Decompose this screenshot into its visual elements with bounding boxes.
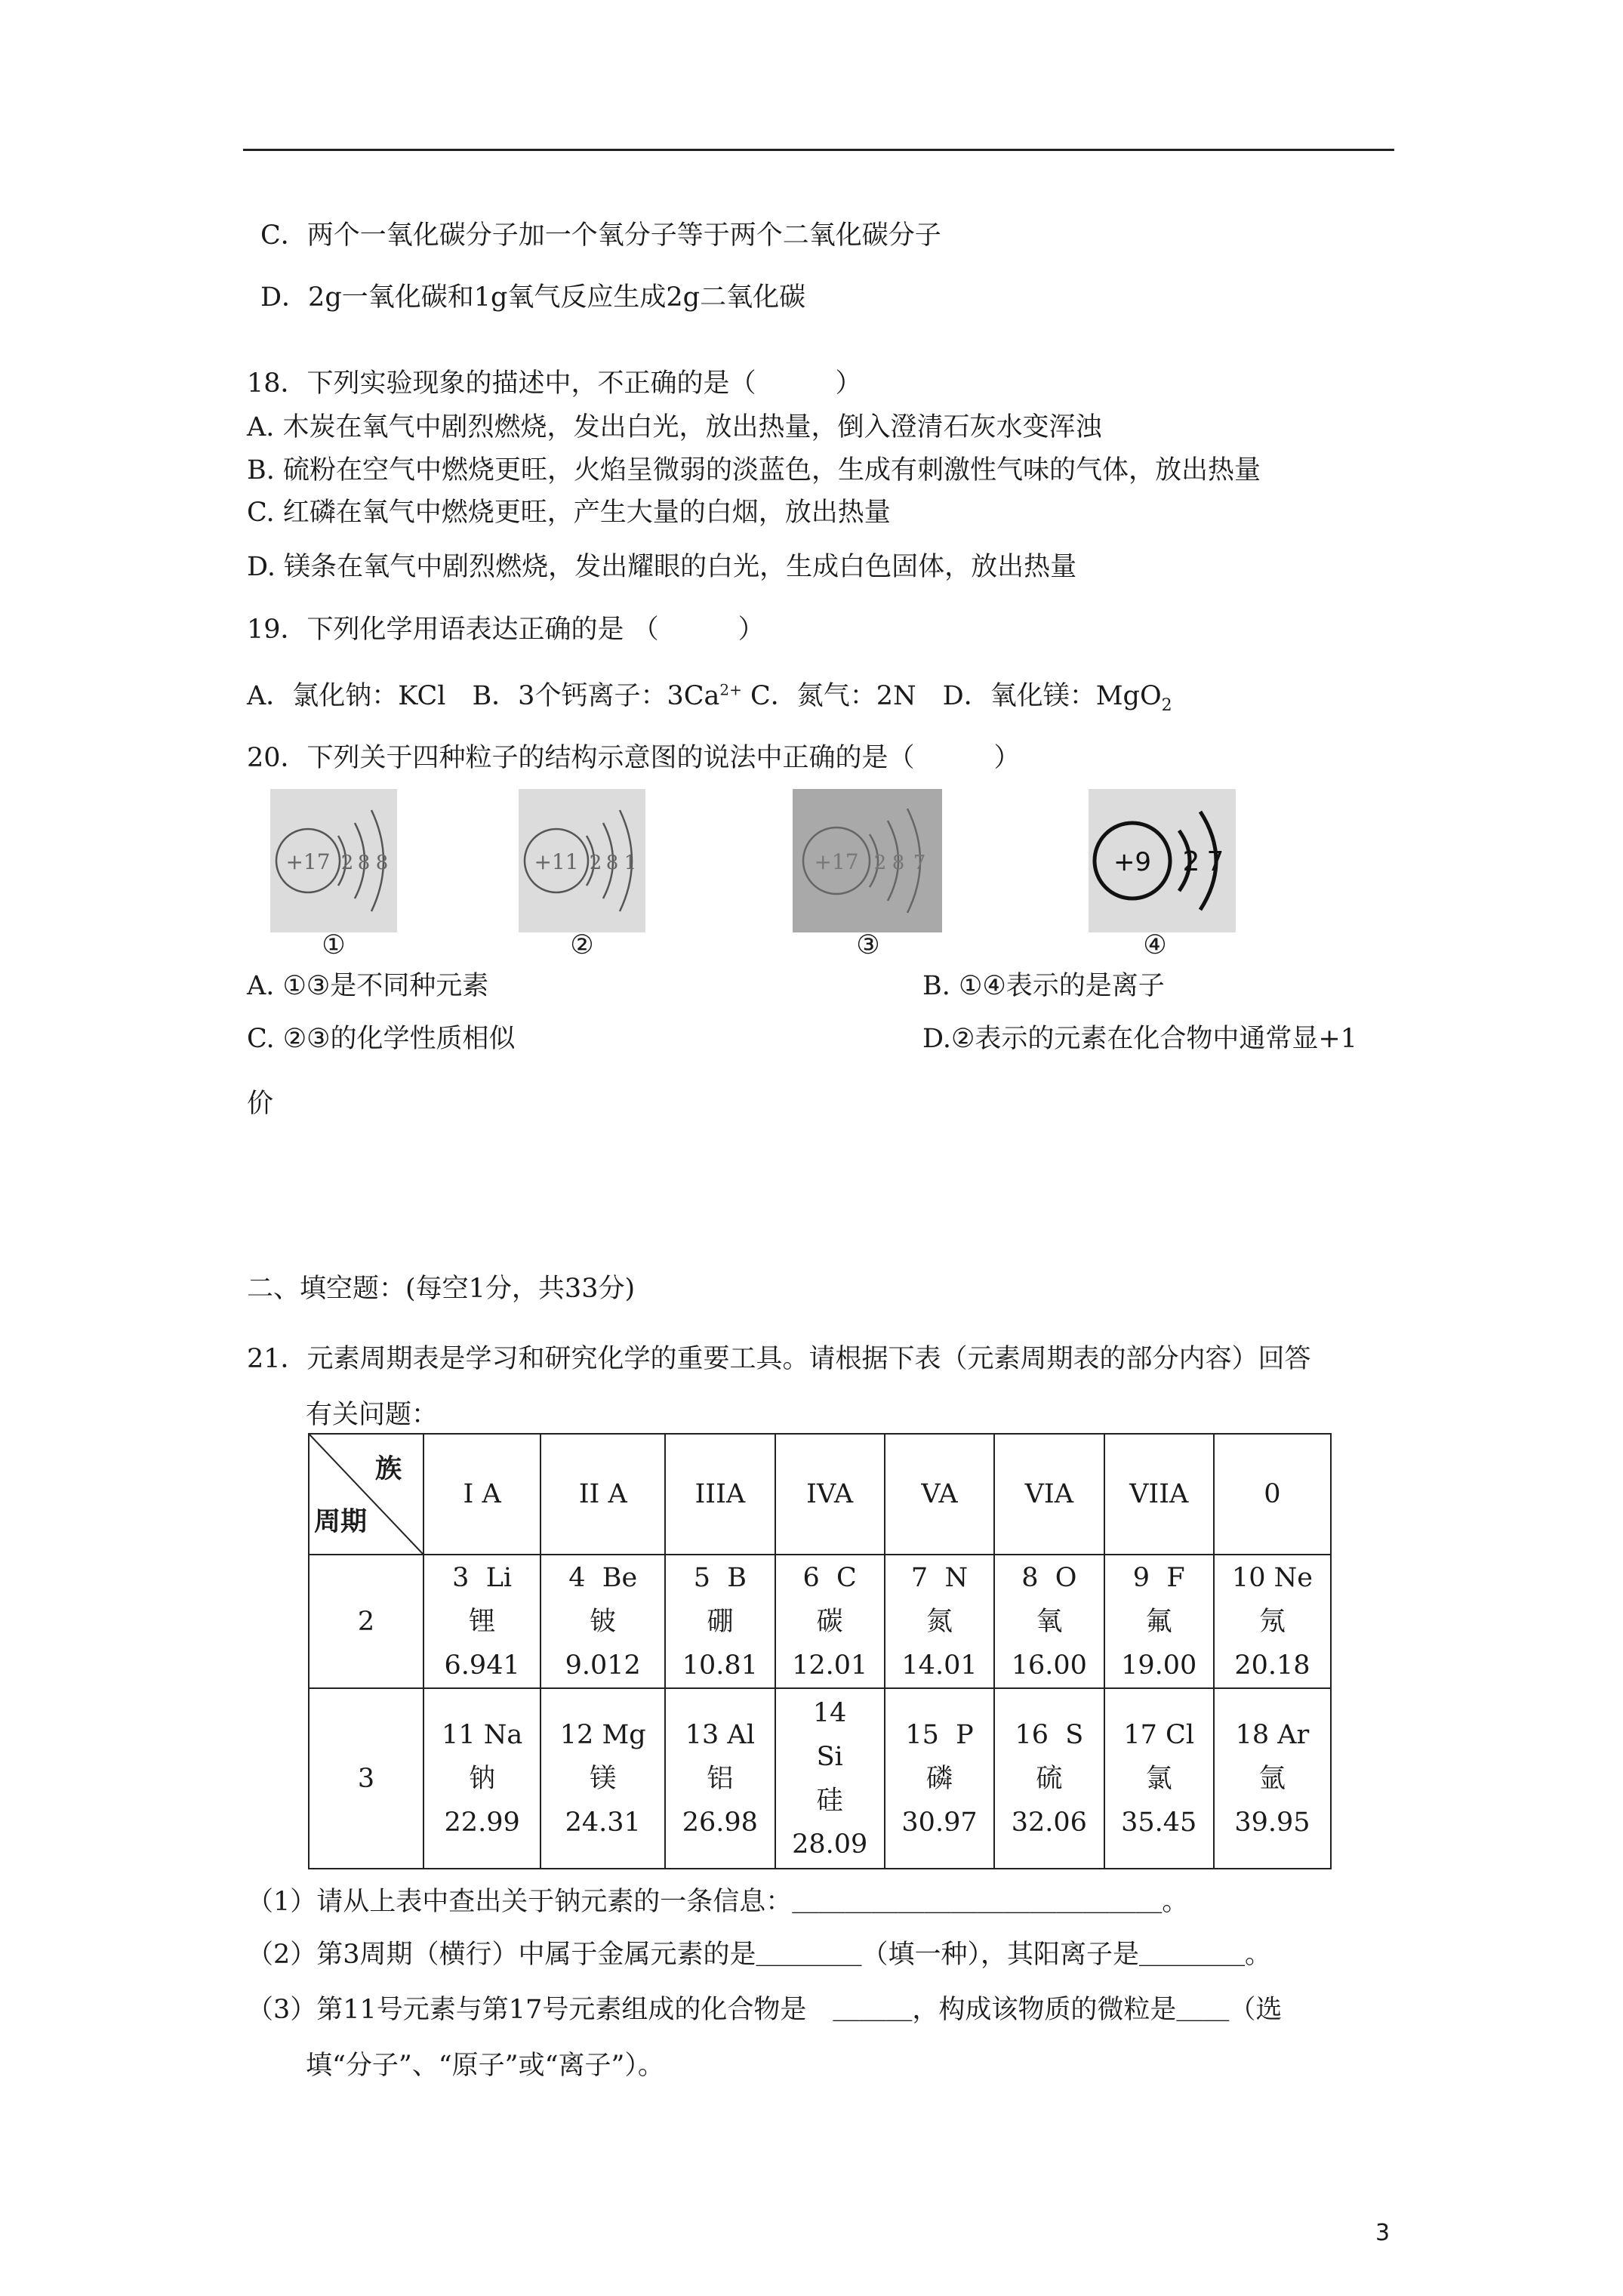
element-number: 8 (1021, 1562, 1039, 1593)
element-symbol: Ne (1273, 1562, 1313, 1593)
table-header-row (309, 1434, 1331, 1555)
element-mass: 28.09 (792, 1829, 868, 1860)
element-symbol: Mg (602, 1719, 646, 1750)
element-name: 镁 (590, 1763, 617, 1794)
element-number: 10 (1231, 1562, 1266, 1593)
element-mass: 12.01 (792, 1650, 868, 1681)
atom-1-nucleus: +17 (285, 849, 331, 874)
element-number: 12 (559, 1719, 594, 1750)
element-mass: 24.31 (565, 1807, 641, 1838)
q18-stem: 18．下列实验现象的描述中，不正确的是（ ） (247, 368, 862, 399)
atom-1-shell-3: 8 (375, 852, 389, 874)
group-header: 0 (1214, 1434, 1331, 1555)
page-number: 3 (1375, 2220, 1390, 2246)
atom-1-shell-2: 8 (357, 852, 371, 874)
q21-stem: 21．元素周期表是学习和研究化学的重要工具。请根据下表（元素周期表的部分内容）回答 (247, 1344, 1311, 1374)
element-cell-f (1104, 1555, 1214, 1688)
element-symbol: Ar (1277, 1719, 1310, 1750)
group-header: IIIA (665, 1434, 775, 1555)
q19-options-part1: A．氯化钠：KCl B．3个钙离子：3Ca (247, 681, 720, 711)
element-number: 17 (1123, 1719, 1157, 1750)
corner-period-label: 周期 (314, 1506, 368, 1537)
element-number: 13 (685, 1719, 719, 1750)
element-mass: 30.97 (901, 1807, 978, 1838)
q19-subscript: 2 (1161, 696, 1172, 715)
element-mass: 39.95 (1234, 1807, 1310, 1838)
element-symbol: N (944, 1562, 969, 1593)
q18-option-d: D. 镁条在氧气中剧烈燃烧，发出耀眼的白光，生成白色固体，放出热量 (247, 552, 1077, 582)
element-cell-ne (1214, 1555, 1331, 1688)
q19-options-part2: C．氮气：2N D．氧化镁：MgO (741, 681, 1162, 711)
atom-3-label: ③ (856, 930, 880, 960)
q21-part-3: （3）第11号元素与第17号元素组成的化合物是 ＿＿＿，构成该物质的微粒是＿＿（选 (247, 1995, 1283, 2025)
header-rule (243, 149, 1394, 151)
element-mass: 16.00 (1011, 1650, 1087, 1681)
group-header: II A (540, 1434, 665, 1555)
q21-stem-cont: 有关问题： (306, 1400, 439, 1430)
element-symbol: Na (483, 1719, 523, 1750)
q21-part-2: （2）第3周期（横行）中属于金属元素的是＿＿＿＿（填一种），其阳离子是＿＿＿＿。 (247, 1940, 1272, 1970)
atom-2-shell-2: 8 (605, 852, 619, 874)
atom-4-nucleus: +9 (1113, 847, 1152, 877)
q19-stem: 19．下列化学用语表达正确的是 （ ） (247, 615, 765, 645)
group-header: IVA (775, 1434, 885, 1555)
element-number: 4 (568, 1562, 586, 1593)
element-name: 碳 (816, 1606, 843, 1637)
element-cell-b (665, 1555, 775, 1688)
q20-option-c: C. ②③的化学性质相似 (247, 1024, 516, 1054)
element-name: 氩 (1258, 1763, 1286, 1794)
group-header: I A (423, 1434, 540, 1555)
atom-2-nucleus: +11 (534, 849, 579, 874)
element-cell-ar (1214, 1688, 1331, 1869)
element-number: 6 (802, 1562, 820, 1593)
element-name: 氮 (926, 1606, 953, 1637)
q20-option-d: D.②表示的元素在化合物中通常显+1 (922, 1024, 1357, 1054)
atom-diagram-3 (793, 789, 942, 932)
element-mass: 10.81 (682, 1650, 758, 1681)
q20-option-d-cont: 价 (247, 1089, 274, 1119)
q20-option-a: A. ①③是不同种元素 (247, 971, 489, 1001)
element-name: 氟 (1145, 1606, 1172, 1637)
element-symbol: B (727, 1562, 747, 1593)
element-name: 硫 (1036, 1763, 1063, 1794)
period-label: 3 (309, 1688, 423, 1869)
atom-diagram-2 (519, 789, 645, 932)
element-number: 14 (812, 1697, 847, 1728)
atom-4-shell-2: 7 (1206, 846, 1224, 877)
period-label: 2 (309, 1555, 423, 1688)
q19-charge: 2+ (719, 680, 742, 699)
element-symbol: Cl (1166, 1719, 1195, 1750)
element-number: 16 (1015, 1719, 1049, 1750)
atom-2-shell-1: 2 (589, 852, 602, 874)
atom-3-shell-1: 2 (873, 852, 887, 874)
atom-2-label: ② (570, 930, 594, 960)
element-name: 铍 (590, 1606, 617, 1637)
q17-option-c: C．两个一氧化碳分子加一个氧分子等于两个二氧化碳分子 (260, 220, 941, 251)
element-symbol: P (956, 1719, 974, 1750)
atom-1-shell-1: 2 (340, 852, 354, 874)
element-cell-s (994, 1688, 1104, 1869)
atom-4-label: ④ (1143, 930, 1167, 960)
atom-2-shell-3: 1 (624, 852, 637, 874)
element-mass: 32.06 (1011, 1807, 1087, 1838)
element-number: 9 (1132, 1562, 1150, 1593)
element-mass: 14.01 (901, 1650, 978, 1681)
element-cell-n (885, 1555, 994, 1688)
group-header: VA (885, 1434, 994, 1555)
element-symbol: Be (602, 1562, 638, 1593)
element-mass: 22.99 (444, 1807, 520, 1838)
element-cell-li (423, 1555, 540, 1688)
element-symbol: S (1065, 1719, 1084, 1750)
element-number: 3 (452, 1562, 470, 1593)
q18-option-a: A. 木炭在氧气中剧烈燃烧，发出白光，放出热量，倒入澄清石灰水变浑浊 (247, 412, 1102, 442)
element-name: 氯 (1145, 1763, 1172, 1794)
element-name: 锂 (469, 1606, 496, 1637)
q20-stem: 20．下列关于四种粒子的结构示意图的说法中正确的是（ ） (247, 743, 1021, 773)
element-number: 5 (693, 1562, 710, 1593)
element-name: 硼 (707, 1606, 734, 1637)
element-name: 铝 (707, 1763, 734, 1794)
table-row-period-2 (309, 1555, 1331, 1688)
element-number: 15 (905, 1719, 939, 1750)
element-mass: 9.012 (565, 1650, 641, 1681)
q19-options (247, 678, 1172, 714)
element-symbol: F (1166, 1562, 1185, 1593)
atom-3-shell-3: 7 (913, 852, 926, 874)
atom-3-nucleus: +17 (814, 849, 859, 874)
atom-4-shell-1: 2 (1182, 846, 1200, 877)
atom-3-shell-2: 8 (892, 852, 905, 874)
atom-diagram-1 (270, 789, 397, 932)
element-name: 硅 (816, 1785, 843, 1816)
atom-diagram-4 (1089, 789, 1236, 932)
element-cell-al (665, 1688, 775, 1869)
element-cell-na (423, 1688, 540, 1869)
group-header: VIIA (1104, 1434, 1214, 1555)
element-mass: 6.941 (444, 1650, 520, 1681)
element-cell-o (994, 1555, 1104, 1688)
group-header: VIA (994, 1434, 1104, 1555)
table-row-period-3 (309, 1688, 1331, 1869)
element-cell-cl (1104, 1688, 1214, 1869)
element-symbol: Al (727, 1719, 755, 1750)
element-cell-p (885, 1688, 994, 1869)
element-number: 7 (910, 1562, 929, 1593)
q17-option-d: D．2g一氧化碳和1g氧气反应生成2g二氧化碳 (260, 282, 806, 313)
element-symbol: C (836, 1562, 857, 1593)
element-cell-be (540, 1555, 665, 1688)
element-symbol: Li (485, 1562, 513, 1593)
element-mass: 35.45 (1121, 1807, 1197, 1838)
element-cell-si (775, 1688, 885, 1869)
element-number: 18 (1235, 1719, 1270, 1750)
table-corner-cell (309, 1434, 423, 1555)
element-cell-c (775, 1555, 885, 1688)
element-symbol: O (1055, 1562, 1077, 1593)
element-name: 氖 (1258, 1606, 1286, 1637)
q18-option-c: C. 红磷在氧气中燃烧更旺，产生大量的白烟，放出热量 (247, 498, 891, 528)
atom-1-label: ① (322, 930, 346, 960)
element-mass: 26.98 (682, 1807, 758, 1838)
element-name: 氧 (1036, 1606, 1063, 1637)
element-mass: 19.00 (1121, 1650, 1197, 1681)
element-cell-mg (540, 1688, 665, 1869)
element-symbol: Si (816, 1741, 843, 1772)
element-name: 磷 (926, 1763, 953, 1794)
q20-option-b: B. ①④表示的是离子 (922, 971, 1165, 1001)
section-2-heading: 二、填空题：(每空1分，共33分) (247, 1274, 636, 1304)
corner-group-label: 族 (374, 1453, 402, 1484)
element-name: 钠 (469, 1763, 496, 1794)
periodic-table (308, 1433, 1332, 1869)
element-number: 11 (442, 1719, 476, 1750)
element-mass: 20.18 (1234, 1650, 1310, 1681)
q21-part-3-cont: 填“分子”、“原子”或“离子”）。 (306, 2051, 664, 2081)
q21-part-1: （1）请从上表中查出关于钠元素的一条信息：＿＿＿＿＿＿＿＿＿＿＿＿＿＿。 (247, 1887, 1189, 1917)
q18-option-b: B. 硫粉在空气中燃烧更旺，火焰呈微弱的淡蓝色，生成有刺激性气味的气体，放出热量 (247, 455, 1261, 485)
